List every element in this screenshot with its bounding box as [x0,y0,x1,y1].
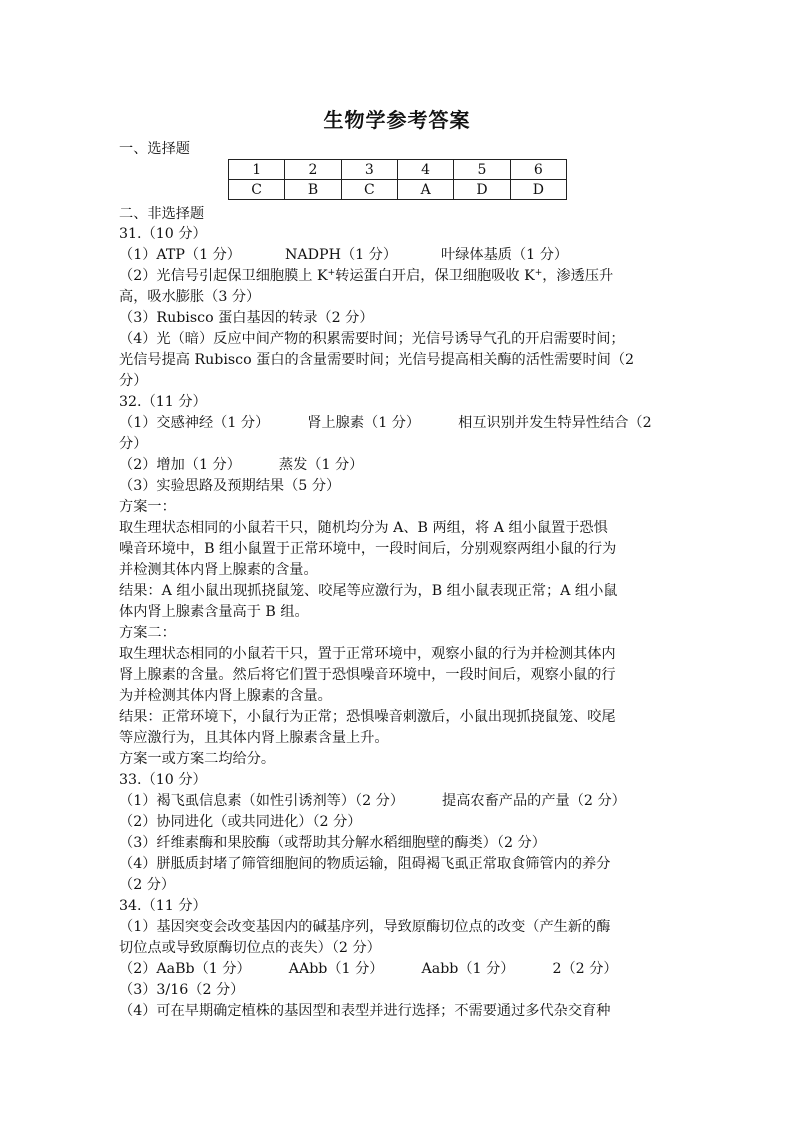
answer-part: （1）ATP（1 分） [119,247,241,263]
plan1-result: 体内肾上腺素含量高于 B 组。 [119,604,309,620]
plan2-text: 取生理状态相同的小鼠若干只，置于正常环境中，观察小鼠的行为并检测其体内 [119,646,616,662]
table-cell: 3 [341,160,397,180]
table-cell: B [285,180,341,200]
table-row [229,180,567,200]
answer-part: ，渗透压升 [542,268,614,284]
answer-part: Aabb（1 分） [421,961,515,977]
table-cell: 2 [285,160,341,180]
q32-answer-3: （3）实验思路及预期结果（5 分） [119,478,341,494]
q33-answer-1 [119,791,626,811]
plan1-text: 并检测其体内肾上腺素的含量。 [119,562,318,578]
plan2-result: 结果：正常环境下，小鼠行为正常；恐惧噪音刺激后，小鼠出现抓挠鼠笼、咬尾 [119,709,616,725]
answer-part: 肾上腺素（1 分） [307,415,421,431]
q33-answer-2: （2）协同进化（或共同进化）（2 分） [119,814,362,830]
q34-answer-2 [119,959,618,979]
q34-answer-3: （3）3/16（2 分） [119,982,245,998]
plan1-heading: 方案一： [119,499,176,515]
table-cell: 6 [510,160,566,180]
superscript: + [327,268,336,278]
q33-answer-4: （4）胼胝质封堵了筛管细胞间的物质运输，阻碍褐飞虱正常取食筛管内的养分 [119,856,611,872]
answer-part: （2）AaBb（1 分） [119,961,251,977]
q32-heading: 32.（11 分） [119,394,207,410]
q31-answer-4-cont: 光信号提高 Rubisco 蛋白的含量需要时间；光信号提高相关酶的活性需要时间（2 [119,352,635,368]
answer-part: 2（2 分） [552,961,618,977]
q34-answer-4: （4）可在早期确定植株的基因型和表型并进行选择；不需要通过多代杂交育种 [119,1003,611,1019]
q31-answer-2-cont: 高，吸水膨胀（3 分） [119,289,261,305]
q34-answer-1: （1）基因突变会改变基因内的碱基序列，导致原酶切位点的改变（产生新的酶 [119,919,611,935]
q31-answer-2 [119,266,613,286]
plan2-result: 等应激行为，且其体内肾上腺素含量上升。 [119,730,389,746]
q31-answer-4-cont: 分） [119,373,148,389]
plan2-heading: 方案二： [119,625,176,641]
table-cell: 4 [397,160,453,180]
table-cell: D [510,180,566,200]
answer-part: 提高农畜产品的产量（2 分） [442,793,626,809]
q33-answer-3: （3）纤维素酶和果胶酶（或帮助其分解水稻细胞壁的酶类）（2 分） [119,835,546,851]
section-non-choice: 二、非选择题 [119,206,205,222]
table-cell: C [229,180,285,200]
answer-table [228,159,567,200]
superscript: + [534,268,543,278]
q34-answer-1-cont: 切位点或导致原酶切位点的丧失）（2 分） [119,940,381,956]
q31-answer-1 [119,245,568,265]
answer-part: AAbb（1 分） [288,961,384,977]
plan2-text: 肾上腺素的含量。然后将它们置于恐惧噪音环境中，一段时间后，观察小鼠的行 [119,667,616,683]
q32-answer-2 [119,455,363,475]
q31-heading: 31.（10 分） [119,226,207,242]
scoring-note: 方案一或方案二均给分。 [119,751,276,767]
table-cell: D [454,180,510,200]
plan1-result: 结果：A 组小鼠出现抓挠鼠笼、咬尾等应激行为，B 组小鼠表现正常；A 组小鼠 [119,583,618,599]
answer-part: 相互识别并发生特异性结合（2 [458,415,652,431]
q33-heading: 33.（10 分） [119,772,207,788]
answer-part: 叶绿体基质（1 分） [441,247,569,263]
section-multiple-choice: 一、选择题 [119,141,190,157]
answer-part: NADPH（1 分） [284,247,398,263]
q31-answer-4: （4）光（暗）反应中间产物的积累需要时间；光信号诱导气孔的开启需要时间； [119,331,625,347]
plan1-text: 噪音环境中，B 组小鼠置于正常环境中，一段时间后，分别观察两组小鼠的行为 [119,541,617,557]
q32-answer-1 [119,413,652,433]
answer-part: 蒸发（1 分） [278,457,364,473]
answer-part: （1）交感神经（1 分） [119,415,270,431]
plan2-text: 为并检测其体内肾上腺素的含量。 [119,688,332,704]
q34-heading: 34.（11 分） [119,898,207,914]
answer-part: （2）增加（1 分） [119,457,241,473]
answer-part: 转运蛋白开启，保卫细胞吸收 K [335,268,535,284]
table-cell: A [397,180,453,200]
plan1-text: 取生理状态相同的小鼠若干只，随机均分为 A、B 两组，将 A 组小鼠置于恐惧 [119,520,608,536]
table-cell: C [341,180,397,200]
answer-part: （2）光信号引起保卫细胞膜上 K [119,268,328,284]
q31-answer-3: （3）Rubisco 蛋白基因的转录（2 分） [119,310,374,326]
q33-answer-4-cont: （2 分） [119,877,176,893]
table-cell: 1 [229,160,285,180]
q32-answer-1-cont: 分） [119,436,148,452]
table-row [229,160,567,180]
table-cell: 5 [454,160,510,180]
answer-part: （1）褐飞虱信息素（如性引诱剂等）（2 分） [119,793,405,809]
page-title: 生物学参考答案 [323,108,471,132]
